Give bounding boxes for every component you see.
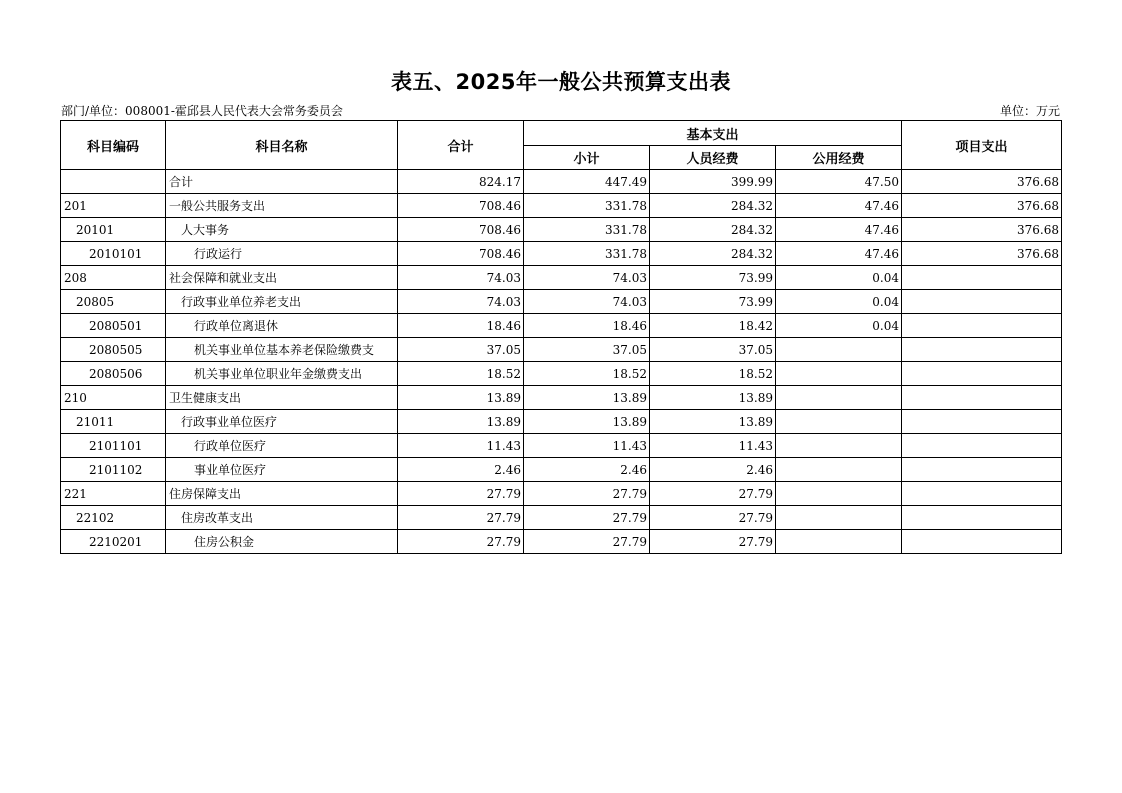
cell-total: 824.17 — [398, 170, 524, 194]
cell-public — [776, 506, 902, 530]
cell-personnel: 73.99 — [650, 290, 776, 314]
cell-subtotal: 331.78 — [524, 218, 650, 242]
cell-project — [902, 482, 1062, 506]
header-code: 科目编码 — [61, 121, 166, 170]
cell-subtotal: 74.03 — [524, 290, 650, 314]
cell-code: 208 — [61, 266, 166, 290]
header-personnel: 人员经费 — [650, 146, 776, 170]
cell-code: 2210201 — [61, 530, 166, 554]
cell-personnel: 399.99 — [650, 170, 776, 194]
header-project-expenditure: 项目支出 — [902, 121, 1062, 170]
cell-personnel: 284.32 — [650, 242, 776, 266]
budget-table — [60, 120, 1062, 554]
table-row — [61, 410, 1062, 434]
table-row — [61, 434, 1062, 458]
cell-public — [776, 458, 902, 482]
cell-name: 机关事业单位职业年金缴费支出 — [166, 362, 398, 386]
cell-subtotal: 18.52 — [524, 362, 650, 386]
cell-name: 行政单位离退休 — [166, 314, 398, 338]
header-public: 公用经费 — [776, 146, 902, 170]
cell-total: 27.79 — [398, 482, 524, 506]
cell-subtotal: 447.49 — [524, 170, 650, 194]
cell-public: 0.04 — [776, 290, 902, 314]
cell-subtotal: 13.89 — [524, 386, 650, 410]
header-basic-expenditure: 基本支出 — [524, 121, 902, 146]
cell-name: 合计 — [166, 170, 398, 194]
cell-public — [776, 482, 902, 506]
cell-total: 708.46 — [398, 218, 524, 242]
cell-total: 74.03 — [398, 266, 524, 290]
cell-total: 13.89 — [398, 386, 524, 410]
cell-project — [902, 338, 1062, 362]
cell-name: 行政事业单位养老支出 — [166, 290, 398, 314]
cell-project — [902, 434, 1062, 458]
cell-name: 行政运行 — [166, 242, 398, 266]
cell-name: 行政单位医疗 — [166, 434, 398, 458]
cell-name: 事业单位医疗 — [166, 458, 398, 482]
cell-public — [776, 410, 902, 434]
table-row — [61, 530, 1062, 554]
cell-public: 47.50 — [776, 170, 902, 194]
cell-code: 2101101 — [61, 434, 166, 458]
cell-total: 2.46 — [398, 458, 524, 482]
table-row — [61, 242, 1062, 266]
cell-name: 人大事务 — [166, 218, 398, 242]
cell-project — [902, 458, 1062, 482]
cell-project: 376.68 — [902, 218, 1062, 242]
department-label: 部门/单位：008001-霍邱县人民代表大会常务委员会 — [61, 104, 343, 118]
cell-public — [776, 338, 902, 362]
table-row — [61, 290, 1062, 314]
header-subtotal: 小计 — [524, 146, 650, 170]
cell-public — [776, 386, 902, 410]
unit-label: 单位：万元 — [999, 104, 1060, 118]
header-name: 科目名称 — [166, 121, 398, 170]
cell-subtotal: 18.46 — [524, 314, 650, 338]
table-row — [61, 386, 1062, 410]
cell-subtotal: 27.79 — [524, 506, 650, 530]
cell-total: 27.79 — [398, 530, 524, 554]
cell-total: 13.89 — [398, 410, 524, 434]
cell-personnel: 284.32 — [650, 194, 776, 218]
cell-subtotal: 11.43 — [524, 434, 650, 458]
table-row — [61, 314, 1062, 338]
cell-subtotal: 27.79 — [524, 530, 650, 554]
cell-total: 18.52 — [398, 362, 524, 386]
cell-code: 2080501 — [61, 314, 166, 338]
cell-project — [902, 290, 1062, 314]
table-row — [61, 266, 1062, 290]
table-row — [61, 194, 1062, 218]
report-meta — [61, 102, 1060, 118]
table-row — [61, 170, 1062, 194]
cell-personnel: 13.89 — [650, 410, 776, 434]
cell-subtotal: 331.78 — [524, 194, 650, 218]
cell-name: 住房公积金 — [166, 530, 398, 554]
cell-project — [902, 410, 1062, 434]
cell-personnel: 18.52 — [650, 362, 776, 386]
cell-project: 376.68 — [902, 194, 1062, 218]
cell-code: 2080505 — [61, 338, 166, 362]
cell-public — [776, 362, 902, 386]
table-body — [61, 170, 1062, 554]
cell-public: 47.46 — [776, 218, 902, 242]
cell-code: 22102 — [61, 506, 166, 530]
cell-code — [61, 170, 166, 194]
cell-public: 0.04 — [776, 266, 902, 290]
cell-code: 2101102 — [61, 458, 166, 482]
cell-name: 机关事业单位基本养老保险缴费支 — [166, 338, 398, 362]
cell-public — [776, 434, 902, 458]
cell-project — [902, 314, 1062, 338]
cell-name: 住房改革支出 — [166, 506, 398, 530]
cell-subtotal: 74.03 — [524, 266, 650, 290]
cell-code: 2080506 — [61, 362, 166, 386]
cell-project — [902, 530, 1062, 554]
cell-personnel: 2.46 — [650, 458, 776, 482]
cell-personnel: 18.42 — [650, 314, 776, 338]
cell-code: 21011 — [61, 410, 166, 434]
cell-personnel: 11.43 — [650, 434, 776, 458]
cell-public — [776, 530, 902, 554]
cell-code: 201 — [61, 194, 166, 218]
cell-code: 221 — [61, 482, 166, 506]
cell-name: 一般公共服务支出 — [166, 194, 398, 218]
table-row — [61, 506, 1062, 530]
cell-code: 2010101 — [61, 242, 166, 266]
cell-subtotal: 13.89 — [524, 410, 650, 434]
cell-personnel: 73.99 — [650, 266, 776, 290]
cell-name: 住房保障支出 — [166, 482, 398, 506]
cell-personnel: 13.89 — [650, 386, 776, 410]
cell-subtotal: 27.79 — [524, 482, 650, 506]
table-row — [61, 362, 1062, 386]
cell-public: 47.46 — [776, 194, 902, 218]
cell-total: 708.46 — [398, 242, 524, 266]
cell-personnel: 37.05 — [650, 338, 776, 362]
page-title: 表五、2025年一般公共预算支出表 — [391, 70, 731, 94]
cell-total: 27.79 — [398, 506, 524, 530]
cell-name: 卫生健康支出 — [166, 386, 398, 410]
cell-subtotal: 2.46 — [524, 458, 650, 482]
header-total: 合计 — [398, 121, 524, 170]
table-row — [61, 218, 1062, 242]
cell-code: 20805 — [61, 290, 166, 314]
cell-personnel: 27.79 — [650, 506, 776, 530]
table-header — [61, 121, 1062, 170]
cell-total: 74.03 — [398, 290, 524, 314]
cell-project — [902, 506, 1062, 530]
cell-total: 708.46 — [398, 194, 524, 218]
cell-public: 0.04 — [776, 314, 902, 338]
cell-public: 47.46 — [776, 242, 902, 266]
cell-project — [902, 362, 1062, 386]
cell-code: 20101 — [61, 218, 166, 242]
cell-project — [902, 386, 1062, 410]
cell-name: 行政事业单位医疗 — [166, 410, 398, 434]
cell-code: 210 — [61, 386, 166, 410]
cell-subtotal: 37.05 — [524, 338, 650, 362]
cell-project: 376.68 — [902, 170, 1062, 194]
cell-name: 社会保障和就业支出 — [166, 266, 398, 290]
table-row — [61, 338, 1062, 362]
cell-personnel: 284.32 — [650, 218, 776, 242]
cell-personnel: 27.79 — [650, 530, 776, 554]
cell-subtotal: 331.78 — [524, 242, 650, 266]
table-row — [61, 482, 1062, 506]
table-row — [61, 458, 1062, 482]
cell-project: 376.68 — [902, 242, 1062, 266]
cell-personnel: 27.79 — [650, 482, 776, 506]
cell-project — [902, 266, 1062, 290]
cell-total: 37.05 — [398, 338, 524, 362]
cell-total: 11.43 — [398, 434, 524, 458]
cell-total: 18.46 — [398, 314, 524, 338]
